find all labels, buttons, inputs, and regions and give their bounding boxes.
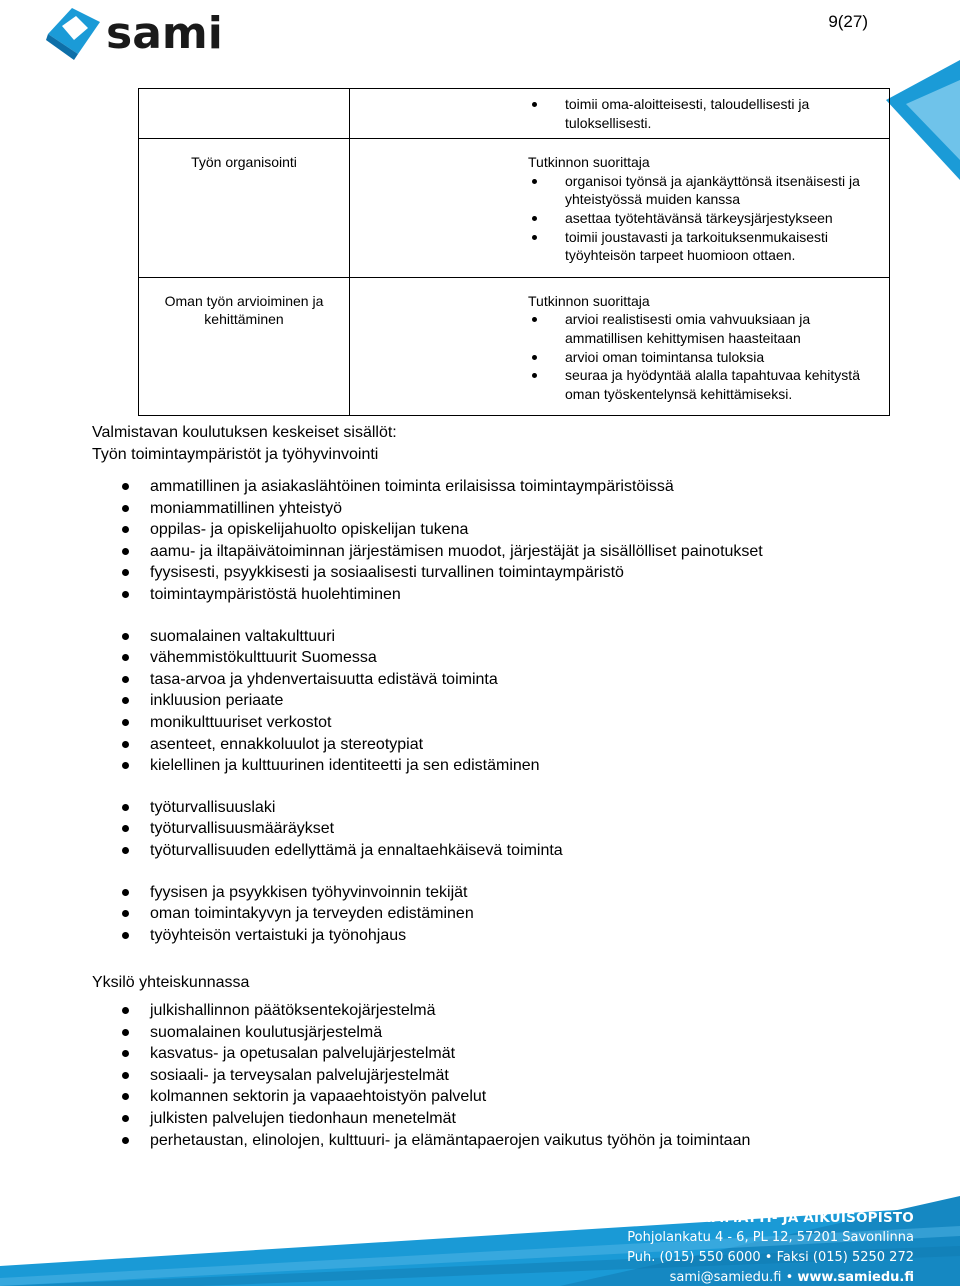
list-item: perhetaustan, elinolojen, kulttuuri- ja elämäntapaerojen vaikutus työhön ja toimintaan xyxy=(92,1130,912,1152)
row-intro: Tutkinnon suorittaja xyxy=(528,292,650,309)
section-subheading: Työn toimintaympäristöt ja työhyvinvointi xyxy=(92,446,379,463)
list-item: arvioi oman toimintansa tuloksia xyxy=(528,348,881,367)
list-item: suomalainen koulutusjärjestelmä xyxy=(92,1022,912,1044)
list-item: julkishallinnon päätöksentekojärjestelmä xyxy=(92,1000,912,1022)
list-item: työyhteisön vertaistuki ja työnohjaus xyxy=(92,925,912,947)
bullet-list xyxy=(92,1000,912,1151)
content-section xyxy=(92,972,912,1151)
page-number: 9(27) xyxy=(828,12,868,31)
section-heading: Valmistavan koulutuksen keskeiset sisällöt: xyxy=(92,424,397,441)
logo-text: sami xyxy=(106,8,223,59)
section-heading: Yksilö yhteiskunnassa xyxy=(92,974,250,991)
list-item: oman toimintakyvyn ja terveyden edistäminen xyxy=(92,903,912,925)
bullet-list xyxy=(92,476,912,606)
list-item: työturvallisuuden edellyttämä ja ennaltaehkäisevä toiminta xyxy=(92,840,912,862)
list-item: arvioi realistisesti omia vahvuuksiaan ja ammatillisen kehittymisen haasteitaan xyxy=(528,310,881,347)
list-item: kolmannen sektorin ja vapaaehtoistyön palvelut xyxy=(92,1086,912,1108)
list-item: suomalainen valtakulttuuri xyxy=(92,626,912,648)
footer-separator: • xyxy=(785,1270,794,1285)
list-item: inkluusion periaate xyxy=(92,690,912,712)
table-row xyxy=(139,277,890,416)
list-item: toimintaympäristöstä huolehtiminen xyxy=(92,584,912,606)
row-label: Työn organisointi xyxy=(139,139,350,278)
list-item: moniammatillinen yhteistyö xyxy=(92,498,912,520)
list-item: työturvallisuuslaki xyxy=(92,797,912,819)
row-label: Oman työn arvioiminen ja kehittäminen xyxy=(139,277,350,416)
list-item: asettaa työtehtävänsä tärkeysjärjestykseen xyxy=(528,209,881,228)
content-section xyxy=(92,422,912,946)
bullet-list xyxy=(92,626,912,777)
list-item: tasa-arvoa ja yhdenvertaisuutta edistävä toiminta xyxy=(92,669,912,691)
row-intro: Tutkinnon suorittaja xyxy=(528,154,650,171)
bullet-list xyxy=(92,797,912,862)
footer-contact xyxy=(583,1208,914,1288)
footer-band xyxy=(0,1196,960,1286)
list-item: fyysisen ja psyykkisen työhyvinvoinnin tekijät xyxy=(92,882,912,904)
bullet-list xyxy=(92,882,912,947)
list-item: seuraa ja hyödyntää alalla tapahtuvaa kehitystä oman työskentelynsä kehittämiseksi. xyxy=(528,366,881,403)
list-item: työturvallisuusmääräykset xyxy=(92,818,912,840)
table-row xyxy=(139,139,890,278)
competence-table xyxy=(138,88,890,416)
table-row xyxy=(139,89,890,139)
list-item: monikulttuuriset verkostot xyxy=(92,712,912,734)
sami-logo xyxy=(44,4,254,62)
list-item: toimii joustavasti ja tarkoituksenmukaisesti työyhteisön tarpeet huomioon ottaen. xyxy=(528,228,881,265)
list-item: julkisten palvelujen tiedonhaun menetelmät xyxy=(92,1108,912,1130)
list-item: organisoi työnsä ja ajankäyttönsä itsenäisesti ja yhteistyössä muiden kanssa xyxy=(528,172,881,209)
footer-email[interactable]: sami@samiedu.fi xyxy=(669,1270,782,1285)
list-item: toimii oma-aloitteisesti, taloudellisesti ja tuloksellisesti. xyxy=(528,95,881,132)
list-item: aamu- ja iltapäivätoiminnan järjestämisen muodot, järjestäjät ja sisällölliset painotukset xyxy=(92,541,912,563)
list-item: ammatillinen ja asiakaslähtöinen toiminta erilaisissa toimintaympäristöissä xyxy=(92,476,912,498)
list-item: sosiaali- ja terveysalan palvelujärjestelmät xyxy=(92,1065,912,1087)
list-item: kasvatus- ja opetusalan palvelujärjestelmät xyxy=(92,1043,912,1065)
school-name: SAVONLINNAN AMMATTI- JA AIKUISOPISTO xyxy=(582,1210,914,1226)
list-item: asenteet, ennakkoluulot ja stereotypiat xyxy=(92,734,912,756)
list-item: vähemmistökulttuurit Suomessa xyxy=(92,647,912,669)
footer-address: Pohjolankatu 4 - 6, PL 12, 57201 Savonlinna xyxy=(627,1230,914,1245)
list-item: oppilas- ja opiskelijahuolto opiskelijan tukena xyxy=(92,519,912,541)
list-item: fyysisesti, psyykkisesti ja sosiaalisesti turvallinen toimintaympäristö xyxy=(92,562,912,584)
footer-phone: Puh. (015) 550 6000 • Faksi (015) 5250 272 xyxy=(627,1250,914,1265)
footer-website[interactable]: www.samiedu.fi xyxy=(797,1270,914,1285)
list-item: kielellinen ja kulttuurinen identiteetti ja sen edistäminen xyxy=(92,755,912,777)
